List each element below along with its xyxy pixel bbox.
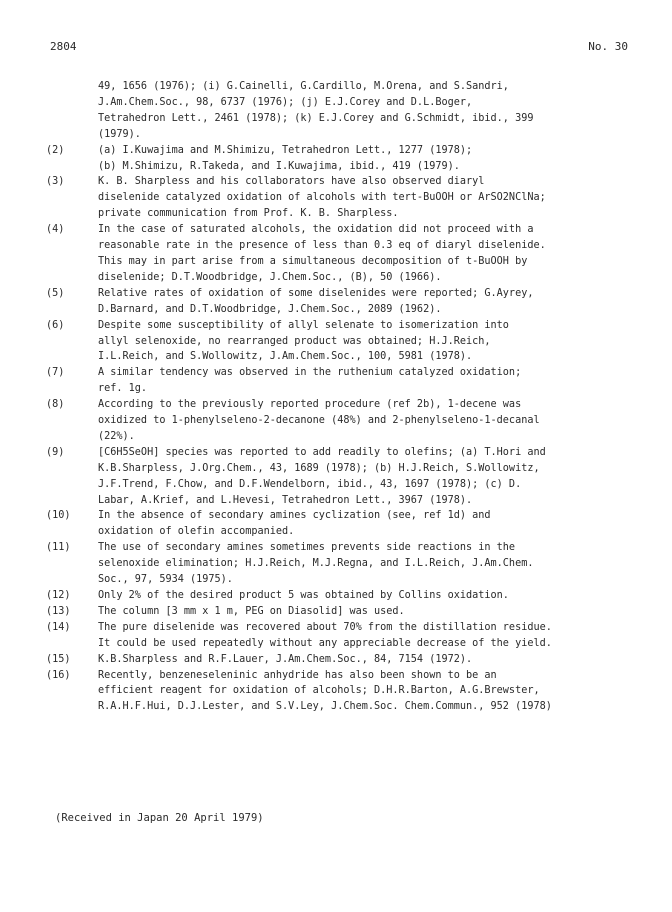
ref-line: D.Barnard, and D.T.Woodbridge, J.Chem.Soc., 2089 (1962). <box>98 303 442 315</box>
reference-number: (6) <box>46 319 65 331</box>
reference-item <box>40 365 650 397</box>
ref-line: I.L.Reich, and S.Wollowitz, J.Am.Chem.Soc., 100, 5981 (1978). <box>98 351 473 363</box>
ref-line: Recently, benzeneseleninic anhydride has also been shown to be an <box>98 669 497 681</box>
reference-number: (2) <box>46 144 65 156</box>
ref-line: J.Am.Chem.Soc., 98, 6737 (1976); (j) E.J.Corey and D.L.Boger, <box>98 96 473 108</box>
ref-line: This may in part arise from a simultaneous decomposition of t-BuOOH by <box>98 255 528 267</box>
ref-line: Despite some susceptibility of allyl selenate to isomerization into <box>98 319 509 331</box>
reference-number: (11) <box>46 542 71 554</box>
ref-line: oxidation of olefin accompanied. <box>98 526 295 538</box>
ref-line: private communication from Prof. K. B. Sharpless. <box>98 208 399 220</box>
reference-item <box>40 588 650 604</box>
ref-line: Relative rates of oxidation of some diselenides were reported; G.Ayrey, <box>98 287 534 299</box>
reference-number: (4) <box>46 224 65 236</box>
reference-continuation <box>40 79 650 143</box>
ref-line: 49, 1656 (1976); (i) G.Cainelli, G.Cardillo, M.Orena, and S.Sandri, <box>98 81 509 92</box>
reference-list <box>40 79 650 715</box>
reference-item <box>40 222 650 286</box>
reference-item <box>40 668 650 716</box>
ref-line: R.A.H.F.Hui, D.J.Lester, and S.V.Ley, J.Chem.Soc. Chem.Commun., 952 (1978) <box>98 701 552 713</box>
reference-item <box>40 318 650 366</box>
ref-line: K.B.Sharpless and R.F.Lauer, J.Am.Chem.Soc., 84, 7154 (1972). <box>98 653 473 665</box>
reference-item <box>40 620 650 652</box>
ref-line: allyl selenoxide, no rearranged product was obtained; H.J.Reich, <box>98 335 491 347</box>
reference-number: (16) <box>46 669 71 681</box>
ref-line: Tetrahedron Lett., 2461 (1978); (k) E.J.Corey and G.Schmidt, ibid., 399 <box>98 112 534 124</box>
ref-line: selenoxide elimination; H.J.Reich, M.J.Regna, and I.L.Reich, J.Am.Chem. <box>98 558 534 570</box>
ref-line: (1979). <box>98 128 141 140</box>
reference-item <box>40 143 650 175</box>
issue-number: No. 30 <box>588 40 628 53</box>
reference-number: (7) <box>46 367 65 379</box>
ref-line: The pure diselenide was recovered about 70% from the distillation residue. <box>98 621 552 633</box>
reference-item <box>40 397 650 445</box>
ref-line: It could be used repeatedly without any appreciable decrease of the yield. <box>98 637 552 649</box>
ref-line: The use of secondary amines sometimes prevents side reactions in the <box>98 542 516 554</box>
reference-number: (3) <box>46 176 65 188</box>
ref-line: Only 2% of the desired product 5 was obtained by Collins oxidation. <box>98 590 509 601</box>
reference-number: (15) <box>46 653 71 665</box>
reference-number: (13) <box>46 605 71 617</box>
ref-line: Labar, A.Krief, and L.Hevesi, Tetrahedron Lett., 3967 (1978). <box>98 494 473 506</box>
ref-line: The column [3 mm x 1 m, PEG on Diasolid] was used. <box>98 605 405 617</box>
ref-line: [C6H5SeOH] species was reported to add readily to olefins; (a) T.Hori and <box>98 446 546 458</box>
ref-line: Soc., 97, 5934 (1975). <box>98 574 233 586</box>
reference-item <box>40 286 650 318</box>
reference-number: (9) <box>46 446 65 458</box>
reference-item <box>40 174 650 222</box>
ref-line: K. B. Sharpless and his collaborators have also observed diaryl <box>98 176 485 188</box>
ref-line: ref. 1g. <box>98 383 148 395</box>
reference-item <box>40 604 650 620</box>
received-date: (Received in Japan 20 April 1979) <box>55 812 264 824</box>
ref-line: (a) I.Kuwajima and M.Shimizu, Tetrahedron Lett., 1277 (1978); <box>98 144 473 156</box>
ref-line: oxidized to 1-phenylseleno-2-decanone (48%) and 2-phenylseleno-1-decanal <box>98 415 540 427</box>
reference-number: (12) <box>46 590 71 601</box>
reference-number: (10) <box>46 510 71 522</box>
ref-line: K.B.Sharpless, J.Org.Chem., 43, 1689 (1978); (b) H.J.Reich, S.Wollowitz, <box>98 462 540 474</box>
ref-line: J.F.Trend, F.Chow, and D.F.Wendelborn, ibid., 43, 1697 (1978); (c) D. <box>98 478 522 490</box>
ref-line: In the case of saturated alcohols, the oxidation did not proceed with a <box>98 224 534 236</box>
ref-line: (22%). <box>98 430 135 442</box>
reference-number: (5) <box>46 287 65 299</box>
page-number: 2804 <box>50 40 77 53</box>
ref-line: diselenide; D.T.Woodbridge, J.Chem.Soc., (B), 50 (1966). <box>98 271 442 283</box>
reference-item <box>40 445 650 509</box>
ref-line: A similar tendency was observed in the ruthenium catalyzed oxidation; <box>98 367 522 379</box>
ref-line: In the absence of secondary amines cyclization (see, ref 1d) and <box>98 510 491 522</box>
ref-line: efficient reagent for oxidation of alcohols; D.H.R.Barton, A.G.Brewster, <box>98 685 540 697</box>
reference-item <box>40 540 650 588</box>
reference-item <box>40 652 650 668</box>
ref-line: reasonable rate in the presence of less than 0.3 eq of diaryl diselenide. <box>98 240 546 252</box>
ref-line: According to the previously reported procedure (ref 2b), 1-decene was <box>98 399 522 411</box>
reference-item <box>40 508 650 540</box>
ref-line: diselenide catalyzed oxidation of alcohols with tert-BuOOH or ArSO2NClNa; <box>98 192 546 204</box>
ref-line: (b) M.Shimizu, R.Takeda, and I.Kuwajima, ibid., 419 (1979). <box>98 160 460 172</box>
reference-number: (14) <box>46 621 71 633</box>
reference-number: (8) <box>46 399 65 411</box>
